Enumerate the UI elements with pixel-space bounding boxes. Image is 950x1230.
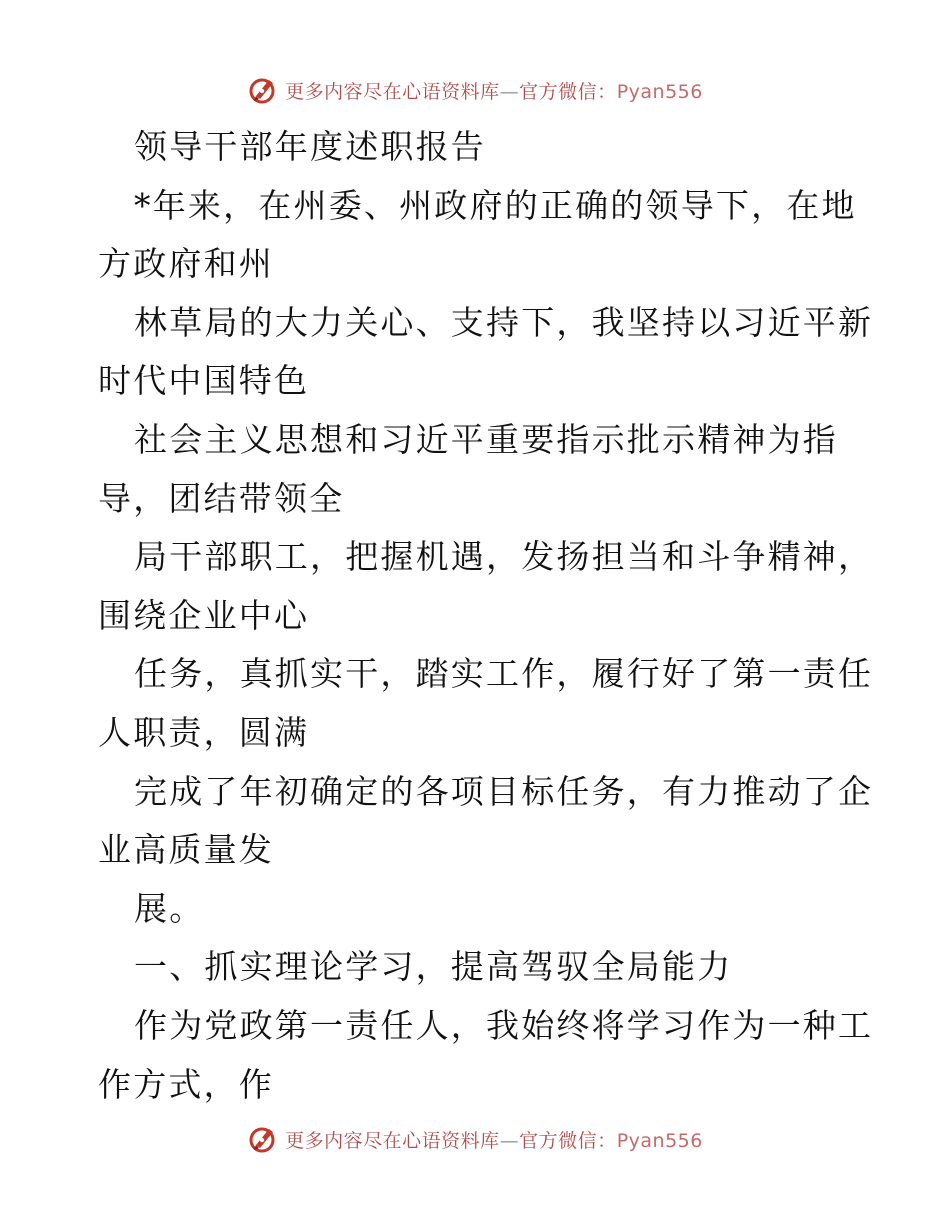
paragraph-line: 业高质量发	[98, 830, 274, 870]
banner-wechat-label: 官方微信：	[519, 80, 617, 103]
banner-main-text: 更多内容尽在心语资料库	[285, 1129, 500, 1152]
paragraph-line: 作方式，作	[98, 1064, 274, 1104]
pen-nib-circle-icon	[247, 1123, 279, 1155]
banner-wechat-label: 官方微信：	[519, 1129, 617, 1152]
paragraph-line: 展。	[134, 888, 205, 928]
banner-wechat-handle: Pyan556	[616, 80, 703, 103]
paragraph-line: 方政府和州	[98, 244, 274, 284]
paragraph-line: 社会主义思想和习近平重要指示批示精神为指	[134, 419, 838, 459]
document-body	[98, 118, 874, 1114]
paragraph-line: 任务，真抓实干，踏实工作，履行好了第一责任	[134, 654, 874, 694]
paragraph-line: *年来，在州委、州政府的正确的领导下，在地	[134, 185, 857, 225]
paragraph-line: 完成了年初确定的各项目标任务，有力推动了企	[134, 771, 874, 811]
paragraph-line: 局干部职工，把握机遇，发扬担当和斗争精神，	[134, 537, 874, 577]
banner-text	[285, 77, 703, 104]
banner-main-text: 更多内容尽在心语资料库	[285, 80, 500, 103]
header-banner	[0, 70, 950, 110]
section-heading: 一、抓实理论学习，提高驾驭全局能力	[134, 947, 733, 987]
paragraph-line: 人职责，圆满	[98, 712, 310, 752]
paragraph-line: 林草局的大力关心、支持下，我坚持以习近平新	[134, 302, 874, 342]
banner-text	[285, 1126, 703, 1153]
banner-wechat-handle: Pyan556	[616, 1129, 703, 1152]
paragraph-line: 时代中国特色	[98, 361, 310, 401]
paragraph-line: 导，团结带领全	[98, 478, 345, 518]
document-title: 领导干部年度述职报告	[134, 127, 486, 166]
pen-nib-circle-icon	[247, 74, 279, 106]
banner-separator: —	[499, 80, 520, 103]
paragraph-line: 围绕企业中心	[98, 595, 310, 635]
paragraph-line: 作为党政第一责任人，我始终将学习作为一种工	[134, 1005, 874, 1045]
footer-banner	[0, 1119, 950, 1159]
banner-separator: —	[499, 1129, 520, 1152]
